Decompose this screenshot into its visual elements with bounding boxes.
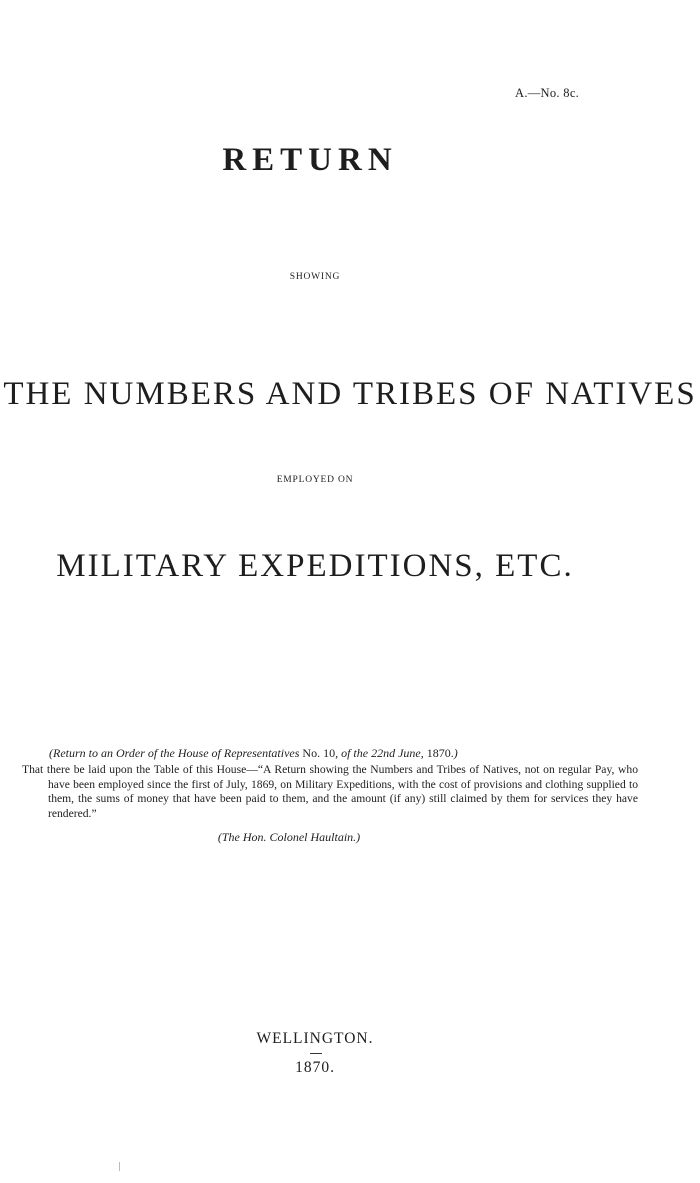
order-suffix: ) bbox=[453, 746, 458, 760]
paper-speck bbox=[119, 1162, 120, 1171]
order-prefix: (Return to an Order of the House of Representatives bbox=[49, 746, 303, 760]
imprint-year: 1870. bbox=[295, 1059, 335, 1076]
paper-reference-number: A.—No. 8c. bbox=[515, 86, 580, 100]
order-mid: of the bbox=[338, 746, 372, 760]
mover-name: (The Hon. Colonel Haultain.) bbox=[217, 830, 361, 844]
subtitle: MILITARY EXPEDITIONS, ETC. bbox=[56, 548, 574, 584]
imprint-place: WELLINGTON. bbox=[256, 1030, 374, 1047]
order-year: 1870. bbox=[426, 746, 454, 760]
order-reference bbox=[49, 746, 458, 761]
main-title: THE NUMBERS AND TRIBES OF NATIVES bbox=[3, 376, 697, 412]
motion-text: That there be laid upon the Table of this House—“A Return showing the Numbers and Tribes of Natives, not on regular Pay, who have been employed since the first of July, 1869, on Military Expeditions, with the cost of provisions and clothing supplied to them, the sums of money that have been paid to them, and the amount (if any) still claimed by them for services they have rendered.” bbox=[22, 763, 638, 820]
employed-on-label: EMPLOYED ON bbox=[276, 475, 354, 485]
order-number: No. 10, bbox=[302, 746, 339, 760]
document-title: RETURN bbox=[222, 142, 398, 178]
showing-label: SHOWING bbox=[289, 272, 341, 282]
imprint-divider bbox=[310, 1053, 322, 1054]
order-date: 22nd June, bbox=[371, 746, 427, 760]
